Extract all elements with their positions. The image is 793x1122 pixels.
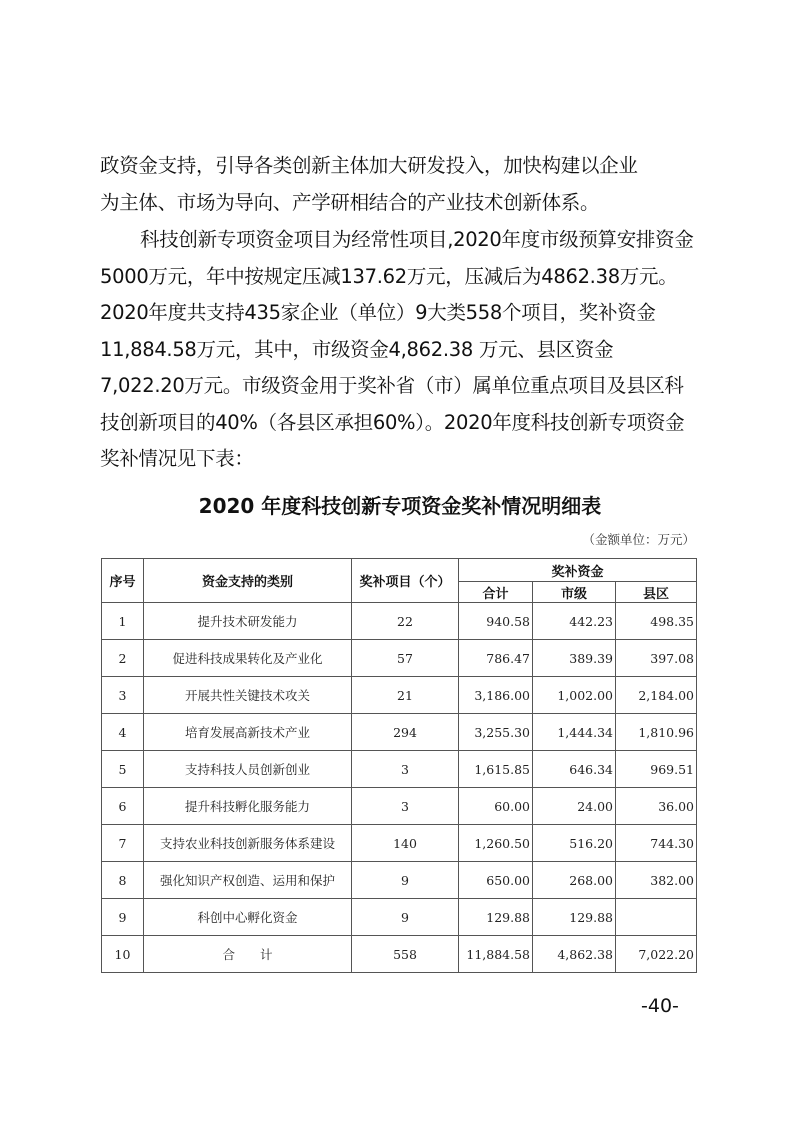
row-county: 498.35	[616, 603, 697, 640]
table-row	[102, 751, 697, 788]
intro-paragraph-continuation	[100, 148, 700, 221]
row-projects: 9	[352, 899, 459, 936]
row-category: 提升技术研发能力	[144, 603, 352, 640]
row-total: 650.00	[459, 862, 533, 899]
row-projects: 3	[352, 788, 459, 825]
header-category: 资金支持的类别	[144, 559, 352, 603]
row-category: 培育发展高新技术产业	[144, 714, 352, 751]
row-city: 268.00	[533, 862, 616, 899]
row-projects: 140	[352, 825, 459, 862]
funding-summary-paragraph	[100, 222, 700, 478]
table-row	[102, 677, 697, 714]
row-projects: 558	[352, 936, 459, 973]
row-city: 646.34	[533, 751, 616, 788]
table-row	[102, 899, 697, 936]
header-funds-group: 奖补资金	[459, 559, 697, 582]
row-total: 940.58	[459, 603, 533, 640]
row-projects: 21	[352, 677, 459, 714]
header-total: 合计	[459, 582, 533, 603]
row-county: 969.51	[616, 751, 697, 788]
table-row	[102, 640, 697, 677]
row-category: 强化知识产权创造、运用和保护	[144, 862, 352, 899]
table-body	[102, 603, 697, 973]
row-projects: 294	[352, 714, 459, 751]
row-city: 24.00	[533, 788, 616, 825]
table-row	[102, 862, 697, 899]
header-city: 市级	[533, 582, 616, 603]
table-row	[102, 825, 697, 862]
row-county	[616, 899, 697, 936]
row-city: 1,002.00	[533, 677, 616, 714]
header-county: 县区	[616, 582, 697, 603]
row-county: 744.30	[616, 825, 697, 862]
paragraph-line: 为主体、市场为导向、产学研相结合的产业技术创新体系。	[100, 190, 600, 214]
row-category: 支持农业科技创新服务体系建设	[144, 825, 352, 862]
row-index: 10	[102, 936, 144, 973]
row-total: 60.00	[459, 788, 533, 825]
row-total: 786.47	[459, 640, 533, 677]
table-row	[102, 936, 697, 973]
page-number: -40-	[641, 995, 679, 1017]
paragraph-line: 政资金支持，引导各类创新主体加大研发投入，加快构建以企业	[100, 154, 638, 177]
table-row	[102, 714, 697, 751]
table-row	[102, 603, 697, 640]
row-city: 442.23	[533, 603, 616, 640]
row-index: 7	[102, 825, 144, 862]
row-index: 9	[102, 899, 144, 936]
unit-note: （金额单位：万元）	[582, 532, 695, 547]
row-projects: 57	[352, 640, 459, 677]
row-category: 开展共性关键技术攻关	[144, 677, 352, 714]
row-category: 促进科技成果转化及产业化	[144, 640, 352, 677]
row-projects: 9	[352, 862, 459, 899]
row-city: 516.20	[533, 825, 616, 862]
row-projects: 3	[352, 751, 459, 788]
row-projects: 22	[352, 603, 459, 640]
row-index: 3	[102, 677, 144, 714]
row-index: 8	[102, 862, 144, 899]
row-index: 2	[102, 640, 144, 677]
row-total: 1,260.50	[459, 825, 533, 862]
row-county: 2,184.00	[616, 677, 697, 714]
row-category: 合 计	[144, 936, 352, 973]
row-city: 389.39	[533, 640, 616, 677]
row-city: 4,862.38	[533, 936, 616, 973]
row-total: 129.88	[459, 899, 533, 936]
row-county: 1,810.96	[616, 714, 697, 751]
paragraph-text: 科技创新专项资金项目为经常性项目,2020年度市级预算安排资金5000万元，年中按规定压减137.62万元，压减后为4862.38万元。2020年度共支持435家企业（单位）9大类558个项目，奖补资金11,884.58万元，其中，市级资金4,862.38 万元、县区资金 7,022.20万元。市级资金用于奖补省（市）属单位重点项目及县区科技创新项目的40%（各县区承担60%）。2020年度科技创新专项资金奖补情况见下表：	[100, 228, 694, 470]
row-total: 3,186.00	[459, 677, 533, 714]
table-title: 2020 年度科技创新专项资金奖补情况明细表	[198, 494, 602, 518]
row-category: 提升科技孵化服务能力	[144, 788, 352, 825]
row-total: 1,615.85	[459, 751, 533, 788]
row-total: 3,255.30	[459, 714, 533, 751]
header-projects: 奖补项目（个）	[352, 559, 459, 603]
row-county: 7,022.20	[616, 936, 697, 973]
row-index: 4	[102, 714, 144, 751]
row-category: 支持科技人员创新创业	[144, 751, 352, 788]
row-county: 36.00	[616, 788, 697, 825]
row-index: 5	[102, 751, 144, 788]
row-county: 382.00	[616, 862, 697, 899]
row-index: 1	[102, 603, 144, 640]
row-index: 6	[102, 788, 144, 825]
header-index: 序号	[102, 559, 144, 603]
funding-detail-table	[101, 558, 697, 973]
row-category: 科创中心孵化资金	[144, 899, 352, 936]
table-row	[102, 788, 697, 825]
row-city: 129.88	[533, 899, 616, 936]
row-county: 397.08	[616, 640, 697, 677]
row-total: 11,884.58	[459, 936, 533, 973]
row-city: 1,444.34	[533, 714, 616, 751]
